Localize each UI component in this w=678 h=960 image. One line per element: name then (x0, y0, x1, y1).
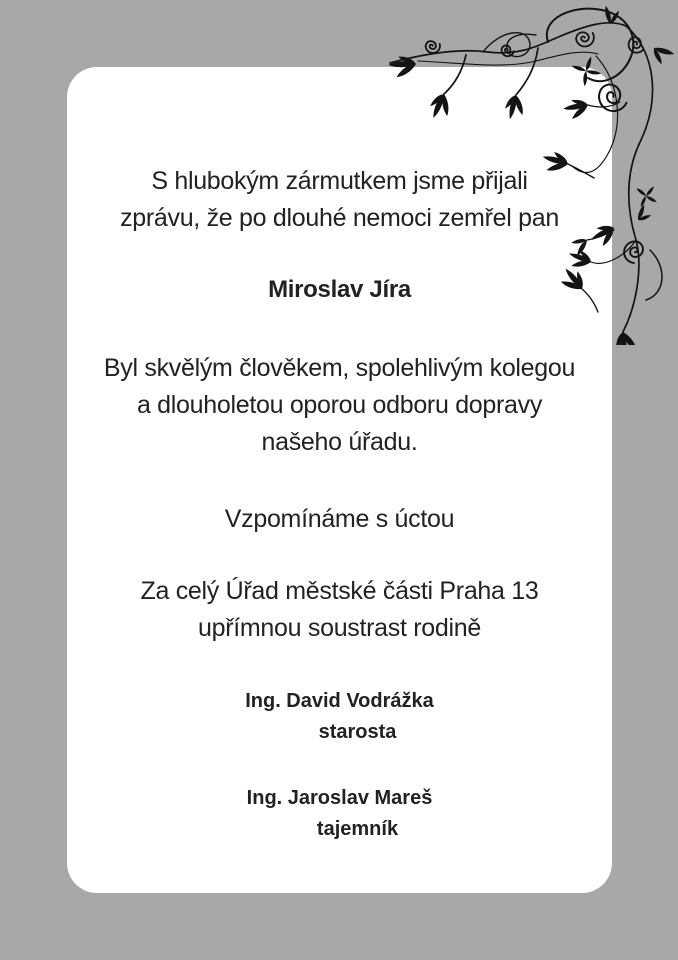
eulogy-line-2: a dlouholetou oporou odboru dopravy (136, 391, 543, 419)
floral-corner-ornament-icon (388, 0, 678, 345)
intro-line-2: zprávu, že po dlouhé nemoci zemřel pan (120, 204, 559, 232)
deceased-name: Miroslav Jíra (268, 276, 411, 303)
eulogy-text (67, 350, 612, 461)
eulogy-line-3: našeho úřadu. (261, 428, 418, 456)
condolence-text (67, 573, 612, 647)
intro-line-1: S hlubokým zármutkem jsme přijali (151, 167, 528, 195)
signature-title: tajemník (316, 818, 399, 840)
eulogy-line-1: Byl skvělým člověkem, spolehlivým kolegou (103, 354, 576, 382)
signature-name: Ing. Jaroslav Mareš (246, 787, 433, 809)
condolence-line-1: Za celý Úřad městské části Praha 13 (140, 577, 539, 605)
condolence-line-2: upřímnou soustrast rodině (198, 614, 481, 642)
signature-starosta (67, 686, 612, 748)
signature-title: starosta (318, 721, 397, 743)
signature-name: Ing. David Vodrážka (245, 690, 434, 712)
signature-tajemnik (67, 783, 612, 845)
remembrance-line: Vzpomínáme s úctou (224, 505, 455, 533)
